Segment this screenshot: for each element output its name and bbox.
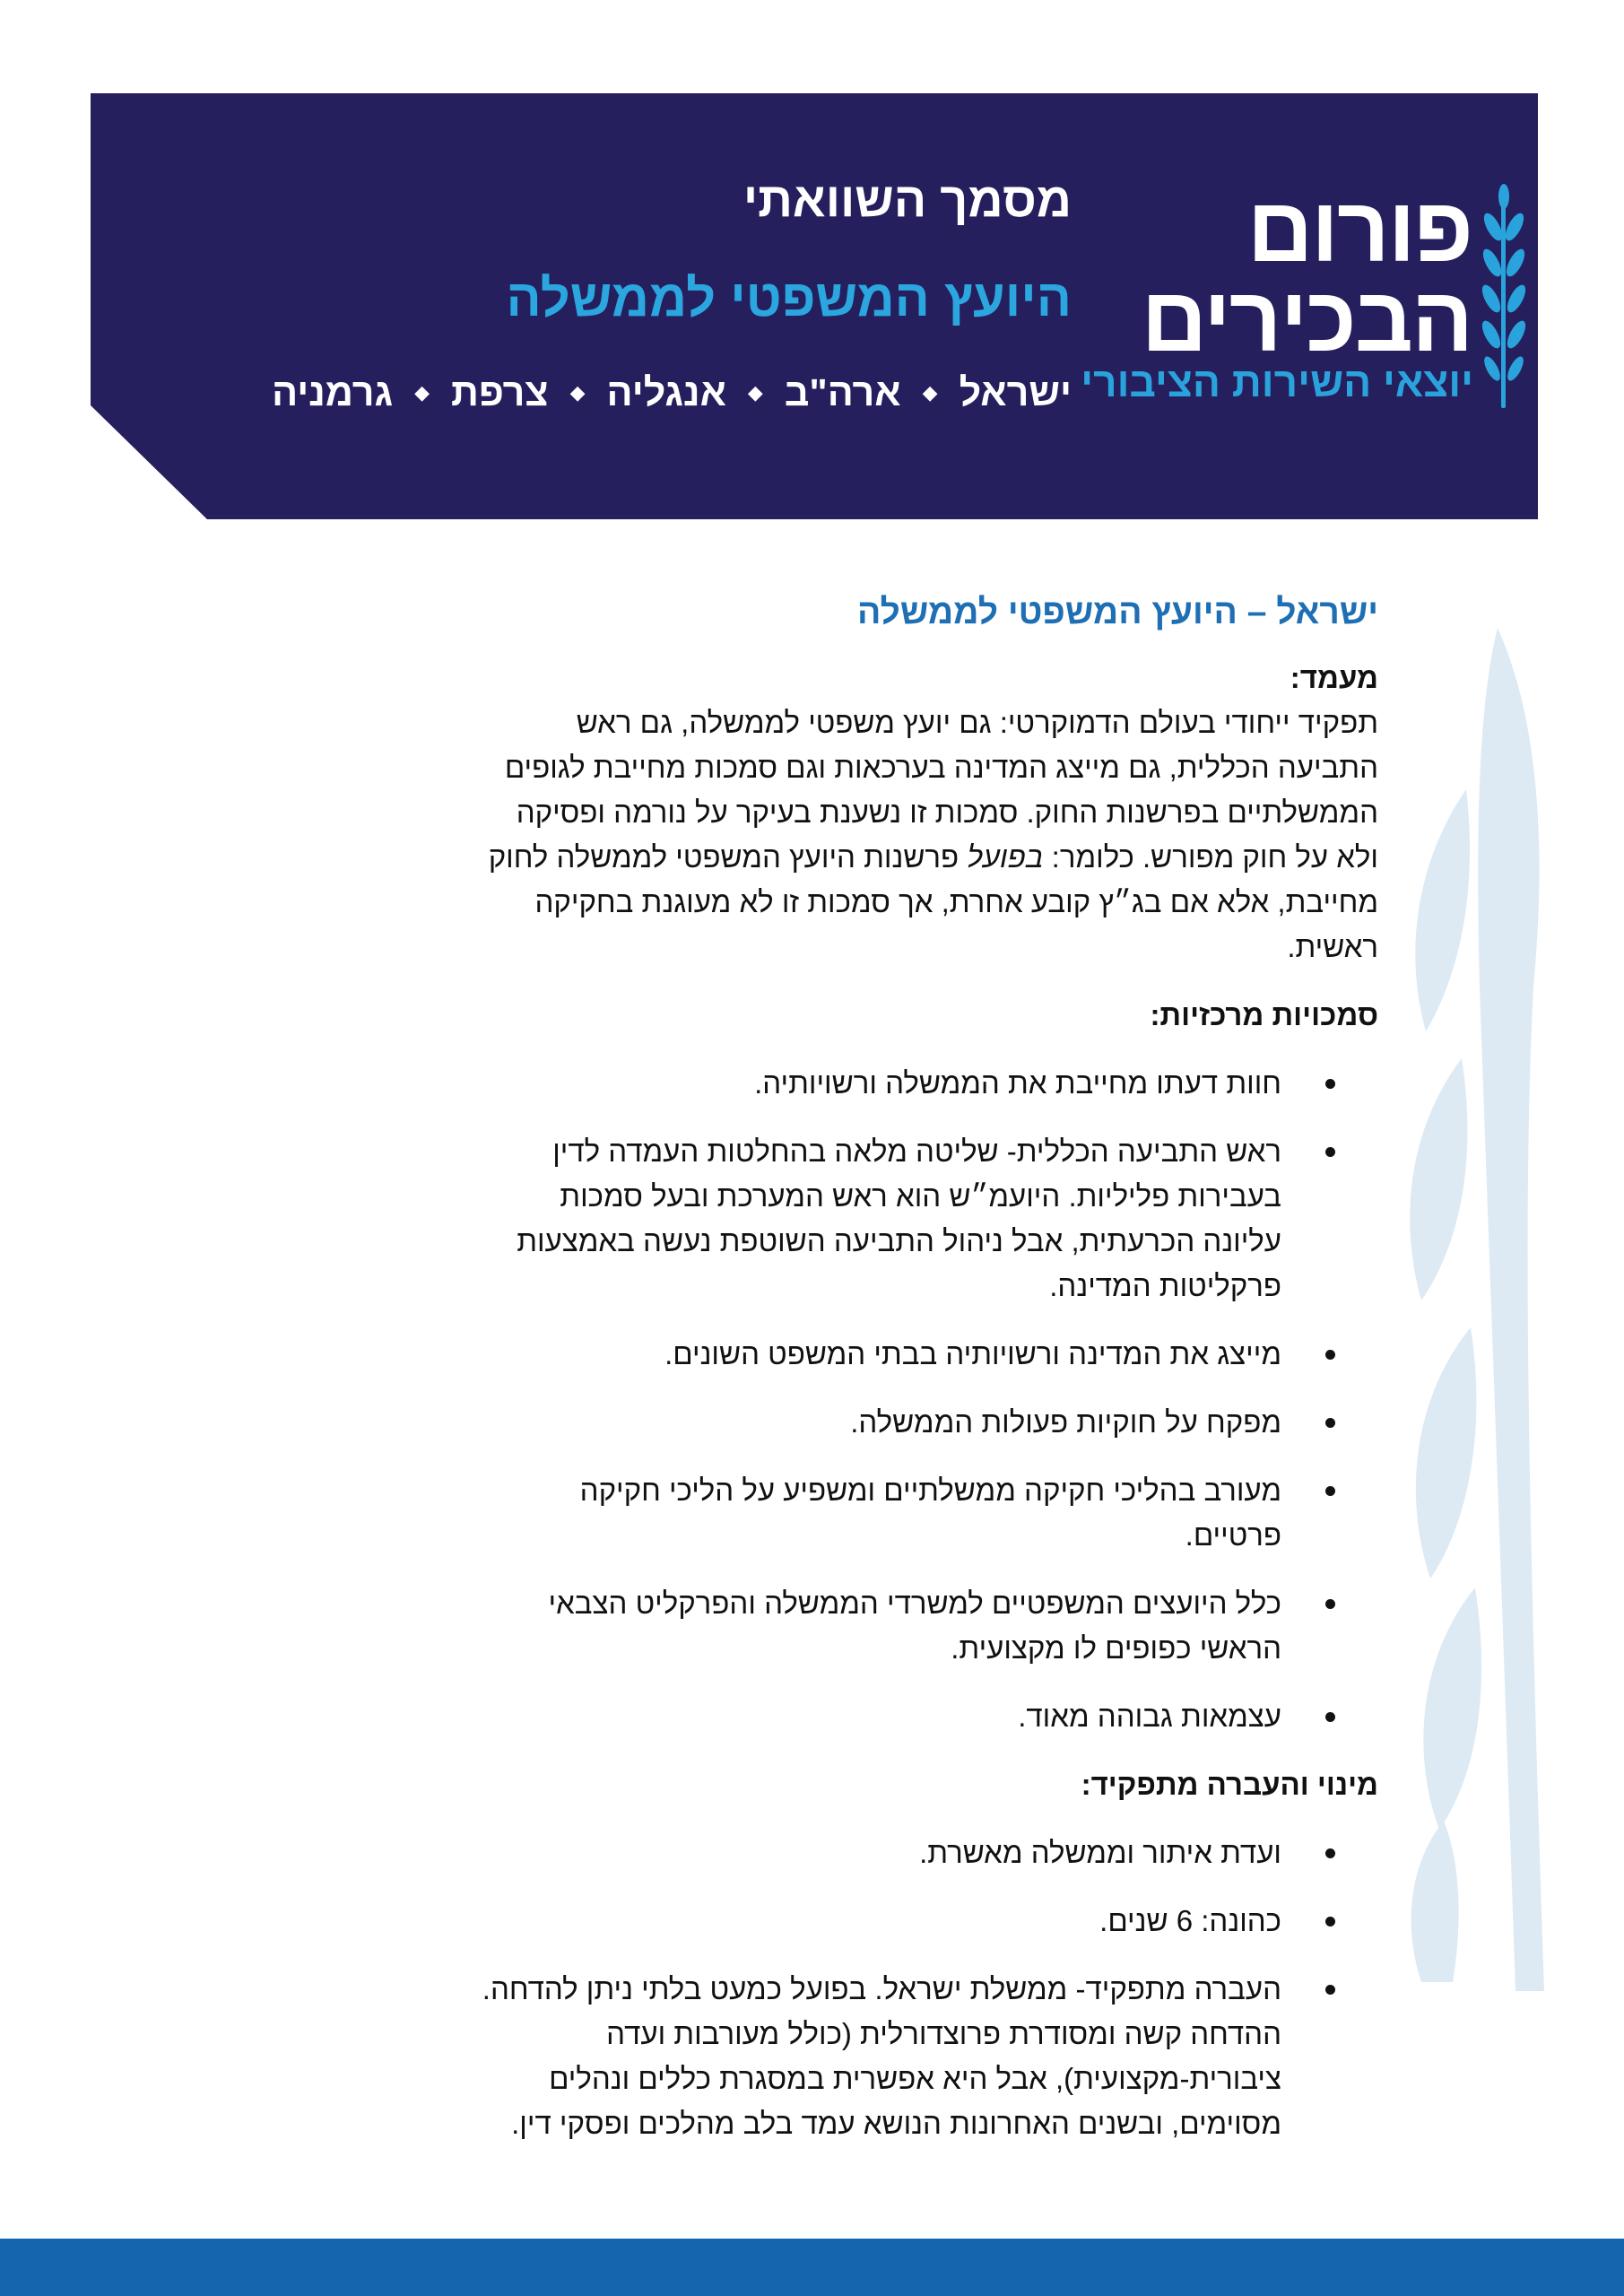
country-usa: ארה"ב [784,371,901,414]
diamond-icon: ◆ [569,381,586,404]
document-title: היועץ המשפטי לממשלה [506,269,1072,327]
list-item: מעורב בהליכי חקיקה ממשלתיים ומשפיע על הליכי חקיקה פרטיים. [482,1468,1378,1558]
country-germany: גרמניה [272,371,394,414]
section-title: ישראל – היועץ המשפטי לממשלה [856,593,1378,631]
status-text-before: תפקיד ייחודי בעולם הדמוקרטי: גם יועץ משפטי לממשלה, גם ראש התביעה הכללית, גם מייצג המדינה בערכאות וגם סמכות מחייבת לגופים הממשלתיים בפרשנות החוק. סמכות זו נשענת בעיקר על נורמה ופסיקה ולא על חוק מפורש. כלומר: [504,706,1378,874]
diamond-icon: ◆ [414,381,430,404]
list-item: ראש התביעה הכללית- שליטה מלאה בהחלטות העמדה לדין בעבירות פליליות. היועמ״ש הוא ראש המערכת ובעל סמכות עליונה הכרעתית, אבל ניהול התביעה השוטפת נעשה באמצעות פרקליטות המדינה. [482,1129,1378,1309]
powers-heading: סמכויות מרכזיות: [1150,998,1378,1031]
list-item: כלל היועצים המשפטיים למשרדי הממשלה והפרקליט הצבאי הראשי כפופים לו מקצועית. [482,1581,1378,1671]
country-england: אנגליה [606,371,726,414]
wheat-sprig-icon [1481,184,1527,413]
powers-list [482,1061,1378,1739]
country-france: צרפת [451,371,549,414]
list-item: חוות דעתו מחייבת את הממשלה ורשויותיה. [482,1061,1378,1106]
list-item: העברה מתפקיד- ממשלת ישראל. בפועל כמעט בלתי ניתן להדחה. ההדחה קשה ומסודרת פרוצדורלית (כולל מעורבות ועדה ציבורית-מקצועית), אבל היא אפשרית במסגרת כללים ונהלים מסוימים, ובשנים האחרונות הנושא עמד בלב מהלכים ופסקי דין. [482,1967,1378,2146]
list-item: עצמאות גבוהה מאוד. [482,1694,1378,1739]
list-item: מייצג את המדינה ורשויותיה בבתי המשפט השונים. [482,1332,1378,1377]
diamond-icon: ◆ [747,381,763,404]
main-content [482,587,1378,2170]
status-paragraph [482,700,1378,970]
country-list [272,366,1072,420]
status-text-after: פרשנות היועץ המשפטי לממשלה לחוק מחייבת, אלא אם בג״ץ קובע אחרת, אך סמכות זו לא מעוגנת בחקיקה ראשית. [488,840,1378,963]
list-item: מפקח על חוקיות פעולות הממשלה. [482,1400,1378,1445]
status-heading: מעמד: [1290,661,1378,694]
appointment-list [482,1831,1378,2146]
brand-tagline: יוצאי השירות הציבורי [1081,359,1473,405]
status-text-emphasis: בפועל [967,840,1044,874]
list-item: כהונה: 6 שנים. [482,1899,1378,1944]
brand-line-1: פורום [1246,178,1472,281]
footer-band [0,2239,1624,2296]
list-item: ועדת איתור וממשלה מאשרת. [482,1831,1378,1875]
brand-line-2: הבכירים [1141,268,1472,370]
country-israel: ישראל [959,371,1072,414]
leaf-watermark-icon [1390,610,1556,1991]
brand-logo [1081,178,1527,413]
appointment-heading: מינוי והעברה מתפקיד: [1081,1768,1378,1801]
diamond-icon: ◆ [922,381,938,404]
document-type: מסמך השוואתי [743,173,1072,227]
